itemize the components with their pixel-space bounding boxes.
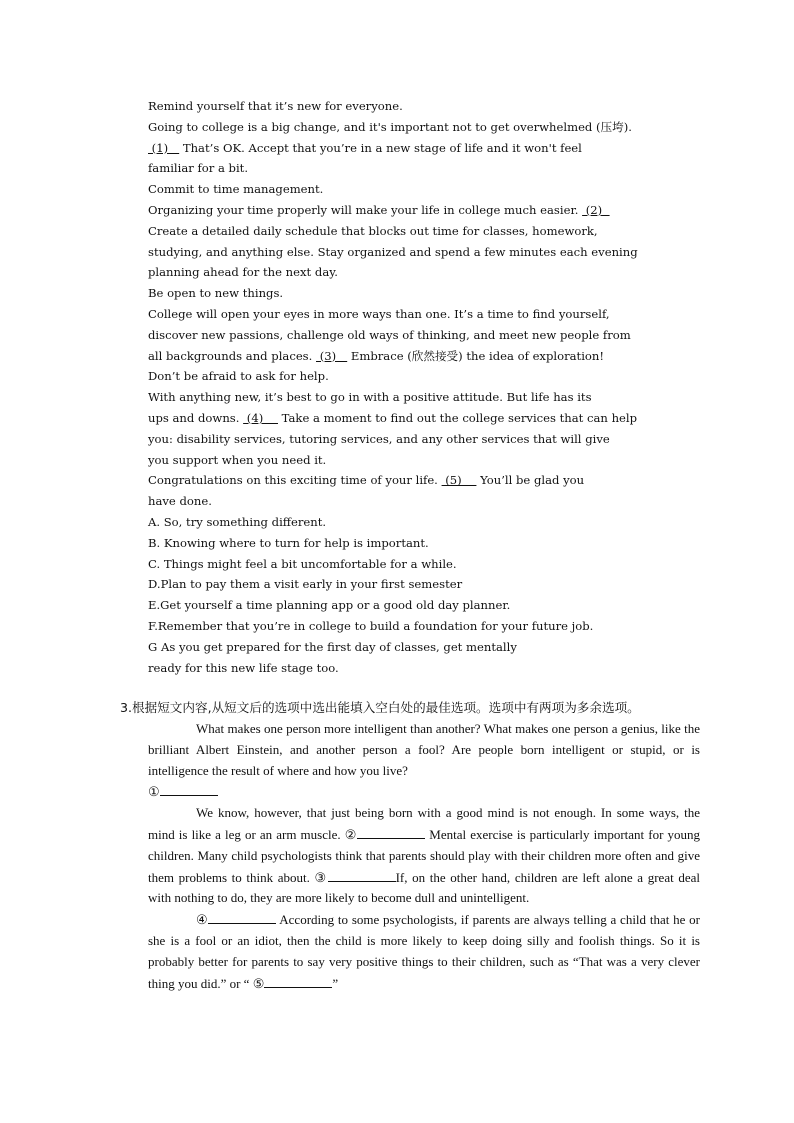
passage-line: you support when you need it. — [148, 452, 327, 467]
line-text: all backgrounds and places. — [148, 348, 317, 363]
passage-line: Remind yourself that it’s new for everyone. — [148, 99, 403, 113]
answer-blank: (3) — [316, 348, 348, 363]
line-text: That’s OK. Accept that you’re in a new stage of life and it won't feel — [179, 140, 582, 155]
answer-blank: (4) — [243, 410, 278, 425]
blank-2-marker: ② — [344, 826, 358, 842]
passage-line — [148, 470, 700, 491]
passage-intelligence — [148, 719, 700, 994]
passage-line: familiar for a bit. — [148, 161, 249, 176]
passage-line — [148, 138, 700, 159]
blank-1-line — [160, 781, 218, 796]
passage-line: Be open to new things. — [148, 286, 284, 301]
line-text: Congratulations on this exciting time of your life. — [148, 473, 442, 488]
line-text: Take a moment to find out the college services that can help — [277, 410, 638, 425]
passage-line: have done. — [148, 494, 212, 509]
blank-5 — [253, 976, 333, 991]
passage-line: Commit to time management. — [148, 182, 324, 197]
option-item: B. Knowing where to turn for help is important. — [148, 535, 429, 550]
blank-3-line — [328, 867, 396, 882]
blank-3-marker: ③ — [314, 869, 328, 885]
passage-line: studying, and anything else. Stay organized and spend a few minutes each evening — [148, 244, 638, 259]
blank-4 — [196, 912, 276, 927]
blank-5-line — [264, 973, 332, 988]
option-item: D.Plan to pay them a visit early in your first semester — [148, 577, 463, 592]
paragraph-2 — [148, 803, 700, 909]
question-3-instruction: 3.根据短文内容,从短文后的选项中选出能填入空白处的最佳选项。选项中有两项为多余选项。 — [120, 700, 640, 715]
line-text: Organizing your time properly will make your life in college much easier. — [148, 202, 583, 217]
blank-2-line — [357, 824, 425, 839]
line-text: You’ll be glad you — [476, 473, 585, 488]
option-item: E.Get yourself a time planning app or a good old day planner. — [148, 598, 511, 613]
passage-line: College will open your eyes in more ways than one. It’s a time to find yourself, — [148, 306, 610, 321]
answer-blank: (2) — [582, 202, 610, 217]
option-item: A. So, try something different. — [148, 514, 327, 529]
paragraph-1 — [148, 719, 700, 803]
answer-blank: (5) — [441, 473, 477, 488]
passage-line: Create a detailed daily schedule that blocks out time for classes, homework, — [148, 223, 598, 238]
passage-line — [148, 346, 700, 367]
paragraph-2-text-b: Mental exercise is particularly important for young children. Many child psychologists think that parents should play with their children more often and give them problems to think about. — [148, 826, 700, 885]
passage-line: you: disability services, tutoring services, and any other services that will give — [148, 431, 610, 446]
paragraph-1-text: What makes one person more intelligent than another? What makes one person a genius, like the brilliant Albert Einstein, and another person a fool? Are people born intelligent or stupid, or is intelligence the result of where and how you live? — [148, 721, 700, 778]
passage-line: Don’t be afraid to ask for help. — [148, 369, 329, 384]
blank-5-marker: ⑤ — [252, 975, 265, 991]
blank-4-line — [208, 909, 276, 924]
blank-4-marker: ④ — [196, 912, 209, 928]
passage-line: discover new passions, challenge old ways of thinking, and meet new people from — [148, 327, 631, 342]
blank-1-marker: ① — [148, 784, 160, 800]
line-text: ups and downs. — [148, 410, 244, 425]
option-item: C. Things might feel a bit uncomfortable for a while. — [148, 556, 457, 571]
passage-line: With anything new, it’s best to go in with a positive attitude. But life has its — [148, 390, 592, 405]
passage-line — [148, 408, 700, 429]
option-item: F.Remember that you’re in college to build a foundation for your future job. — [148, 618, 594, 633]
option-item: ready for this new life stage too. — [148, 660, 339, 675]
passage-line — [148, 200, 700, 221]
blank-1 — [148, 784, 218, 799]
blank-3 — [315, 870, 396, 885]
paragraph-3 — [148, 909, 700, 994]
passage-line: planning ahead for the next day. — [148, 265, 338, 280]
line-text: Embrace (欣然接受) the idea of exploration! — [347, 348, 605, 363]
passage-seven-choose-five — [148, 96, 700, 678]
passage-line: Going to college is a big change, and it's important not to get overwhelmed (压垮). — [148, 119, 632, 134]
blank-2 — [345, 827, 426, 842]
answer-blank: (1) — [148, 140, 180, 155]
paragraph-3-text-b: ” — [332, 975, 339, 991]
option-item: G As you get prepared for the first day of classes, get mentally — [148, 639, 517, 654]
paragraph-3-text-a: According to some psychologists, if parents are always telling a child that he or she is a fool or an idiot, then the child is more likely to keep doing silly and foolish things. So it is probably better for parents to say very positive things to their children, such as “That was a very clever thing you did.” or “ — [148, 912, 701, 991]
paragraph-2-text-c: If, on the other hand, children are left alone a great deal with nothing to do, they are more likely to become dull and unintelligent. — [148, 869, 700, 906]
paragraph-2-text-a: We know, however, that just being born with a good mind is not enough. In some ways, the mind is like a leg or an arm muscle. — [148, 805, 700, 842]
